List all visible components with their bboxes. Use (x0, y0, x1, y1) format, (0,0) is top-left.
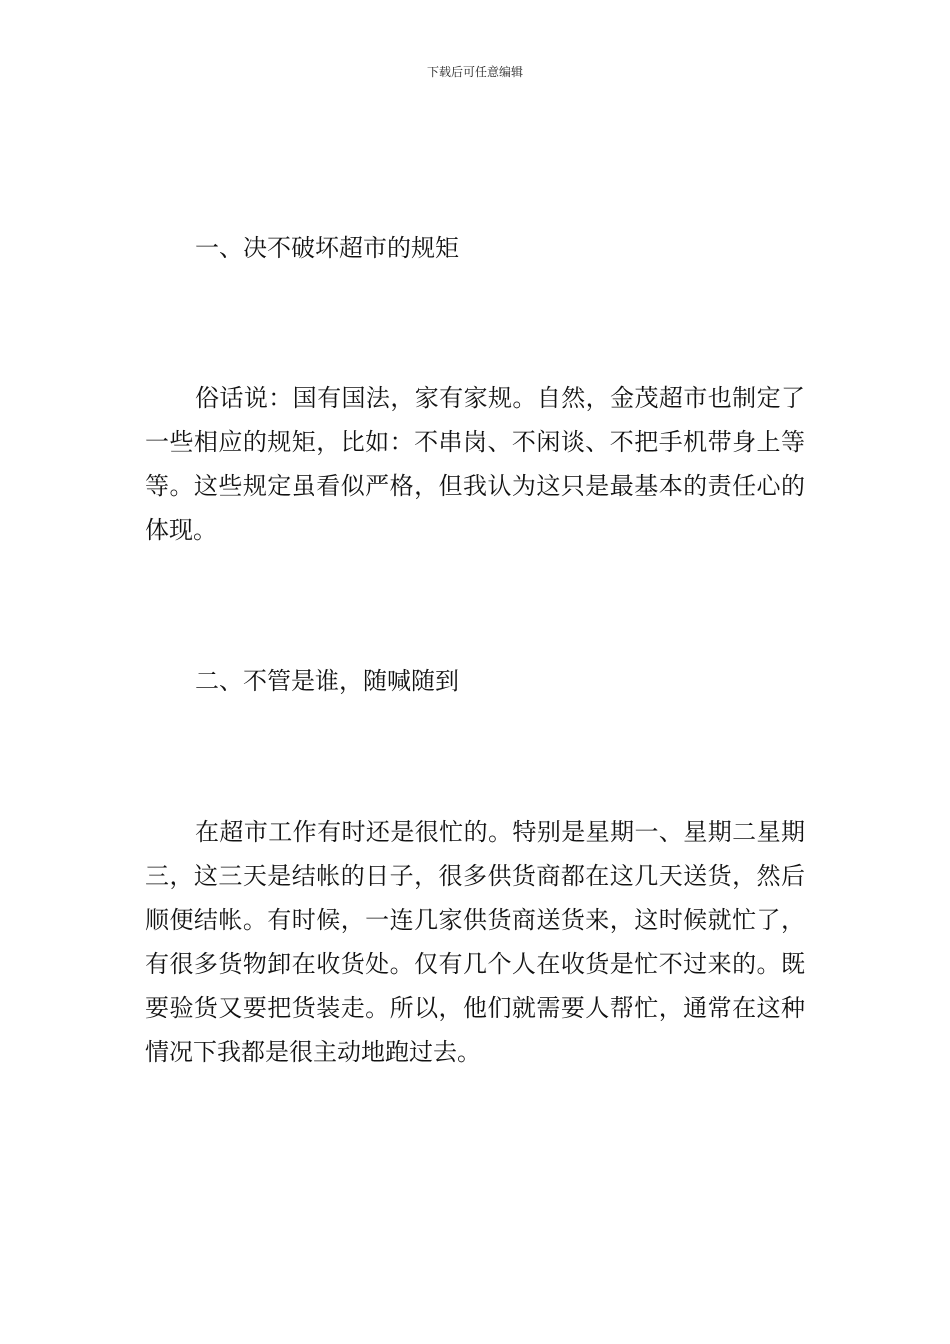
section-heading-2: 二、不管是谁，随喊随到 (195, 667, 459, 695)
section-heading-1: 一、决不破坏超市的规矩 (195, 234, 459, 262)
section-paragraph-2: 在超市工作有时还是很忙的。特别是星期一、星期二星期三，这三天是结帐的日子，很多供货商都在这几天送货，然后顺便结帐。有时候，一连几家供货商送货来，这时候就忙了，有很多货物卸在收货处。仅有几个人在收货是忙不过来的。既要验货又要把货装走。所以，他们就需要人帮忙，通常在这种情况下我都是很主动地跑过去。 (145, 818, 805, 1066)
document-body (145, 226, 805, 1074)
section-paragraph-1: 俗话说：国有国法，家有家规。自然，金茂超市也制定了一些相应的规矩，比如：不串岗、不闲谈、不把手机带身上等等。这些规定虽看似严格，但我认为这只是最基本的责任心的体现。 (145, 384, 805, 544)
page-header: 下载后可任意编辑 (426, 65, 523, 79)
